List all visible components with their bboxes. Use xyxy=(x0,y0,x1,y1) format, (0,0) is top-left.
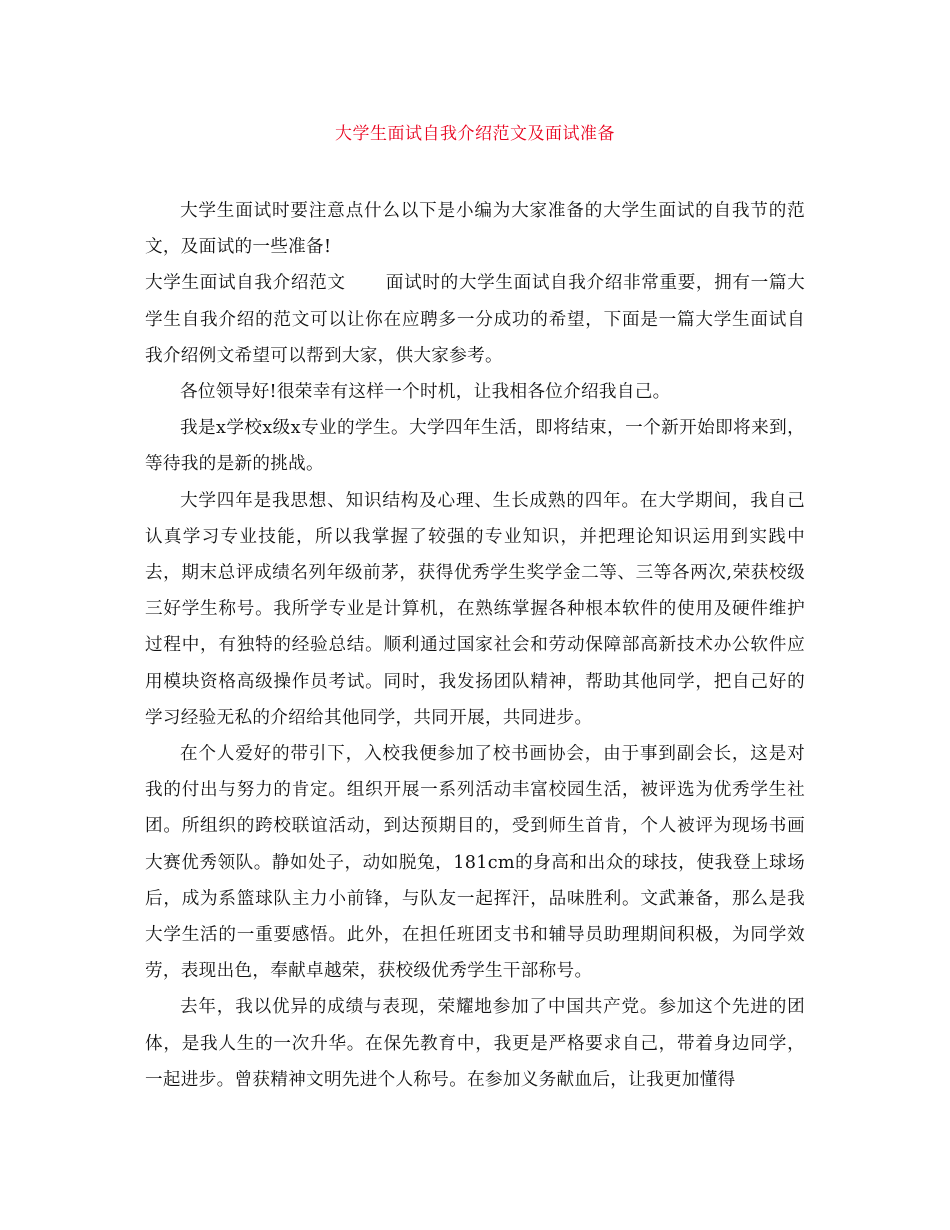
greeting-paragraph: 各位领导好!很荣幸有这样一个时机，让我相各位介绍我自己。 xyxy=(180,382,671,403)
study-paragraph: 大学四年是我思想、知识结构及心理、生长成熟的四年。在大学期间，我自己认真学习专业技能，所以我掌握了较强的专业知识，并把理论知识运用到实践中去，期末总评成绩名列年级前茅，获得优秀学生奖学金二等、三等各两次,荣获校级三好学生称号。我所学专业是计算机，在熟练掌握各种根本软件的使用及硬件维护过程中，有独特的经验总结。顺利通过国家社会和劳动保障部高新技术办公软件应用模块资格高级操作员考试。同时，我发扬团队精神，帮助其他同学，把自己好的学习经验无私的介绍给其他同学，共同开展，共同进步。 xyxy=(145,490,805,728)
party-paragraph: 去年，我以优异的成绩与表现，荣耀地参加了中国共产党。参加这个先进的团体，是我人生的一次升华。在保先教育中，我更是严格要求自己，带着身边同学，一起进步。曾获精神文明先进个人称号。在参加义务献血后，让我更加懂得 xyxy=(145,997,805,1090)
section-heading-paragraph xyxy=(145,265,805,374)
hobby-paragraph: 在个人爱好的带引下，入校我便参加了校书画协会，由于事到副会长，这是对我的付出与努力的肯定。组织开展一系列活动丰富校园生活，被评选为优秀学生社团。所组织的跨校联谊活动，到达预期目的，受到师生首肯，个人被评为现场书画大赛优秀领队。静如处子，动如脱兔，181cm的身高和出众的球技，使我登上球场后，成为系篮球队主力小前锋，与队友一起挥汗，品味胜利。文武兼备，那么是我大学生活的一重要感悟。此外，在担任班团支书和辅导员助理期间积极，为同学效劳，表现出色，奉献卓越荣，获校级优秀学生干部称号。 xyxy=(145,744,805,982)
section-intro-text: 面试时的大学生面试自我介绍非常重要，拥有一篇大学生自我介绍的范文可以让你在应聘多一分成功的希望，下面是一篇大学生面试自我介绍例文希望可以帮到大家，供大家参考。 xyxy=(145,273,805,366)
section-heading: 大学生面试自我介绍范文 xyxy=(145,273,346,294)
intro-paragraph: 大学生面试时要注意点什么以下是小编为大家准备的大学生面试的自我节的范文，及面试的一些准备! xyxy=(145,201,805,258)
self-intro-paragraph: 我是x学校x级x专业的学生。大学四年生活，即将结束，一个新开始即将来到，等待我的是新的挑战。 xyxy=(145,418,805,475)
document-title: 大学生面试自我介绍范文及面试准备 xyxy=(335,124,615,144)
document-body xyxy=(145,193,805,1098)
